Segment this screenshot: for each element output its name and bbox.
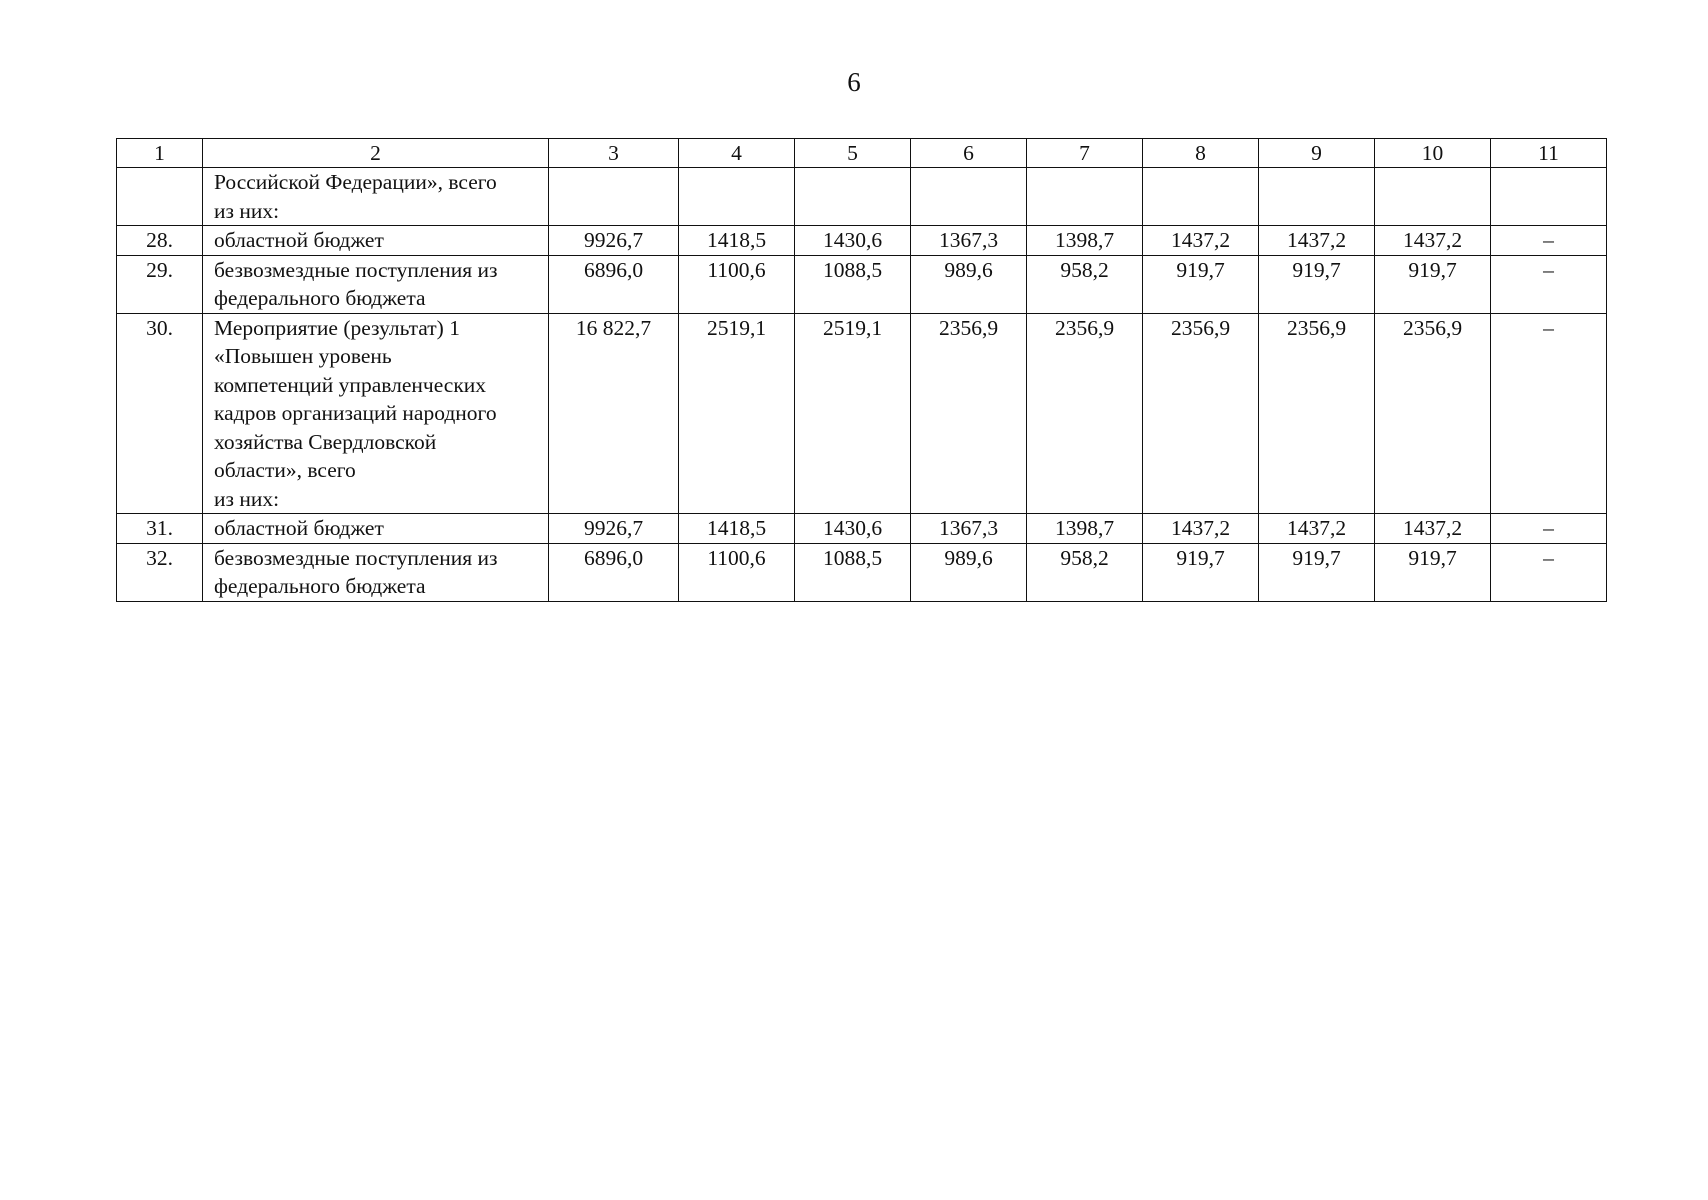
row-value: 1418,5: [679, 226, 795, 256]
row-value: 2356,9: [1375, 313, 1491, 514]
column-header: 3: [549, 139, 679, 168]
row-value: 2519,1: [795, 313, 911, 514]
row-value: [1027, 168, 1143, 226]
row-value: 919,7: [1375, 255, 1491, 313]
page-number: 6: [847, 67, 861, 97]
row-value: 1437,2: [1143, 226, 1259, 256]
row-number: 29.: [117, 255, 203, 313]
table-row: [117, 313, 1607, 514]
column-header: 11: [1491, 139, 1607, 168]
column-header: 4: [679, 139, 795, 168]
row-number: 28.: [117, 226, 203, 256]
row-value: 1437,2: [1259, 226, 1375, 256]
row-value: 1398,7: [1027, 514, 1143, 544]
row-name: безвозмездные поступления из федерального бюджета: [203, 543, 549, 601]
row-value: –: [1491, 543, 1607, 601]
row-number: 30.: [117, 313, 203, 514]
column-header: 1: [117, 139, 203, 168]
column-header: 6: [911, 139, 1027, 168]
row-value: 989,6: [911, 543, 1027, 601]
column-header: 2: [203, 139, 549, 168]
row-value: 1100,6: [679, 255, 795, 313]
row-value: 919,7: [1375, 543, 1491, 601]
row-name: областной бюджет: [203, 226, 549, 256]
table-row: [117, 514, 1607, 544]
column-header: 9: [1259, 139, 1375, 168]
row-value: 958,2: [1027, 543, 1143, 601]
row-value: 1367,3: [911, 226, 1027, 256]
row-value: 2356,9: [911, 313, 1027, 514]
row-value: 2356,9: [1027, 313, 1143, 514]
row-name: Мероприятие (результат) 1 «Повышен уровень компетенций управленческих кадров организаций народного хозяйства Свердловской области», всего из них:: [203, 313, 549, 514]
table-row: [117, 255, 1607, 313]
column-header: 8: [1143, 139, 1259, 168]
row-value: [1491, 168, 1607, 226]
column-header: 5: [795, 139, 911, 168]
row-value: 1437,2: [1259, 514, 1375, 544]
row-value: 1437,2: [1375, 226, 1491, 256]
row-value: 1430,6: [795, 226, 911, 256]
table-row: [117, 168, 1607, 226]
table-header-row: [117, 139, 1607, 168]
table-row: [117, 543, 1607, 601]
row-value: –: [1491, 255, 1607, 313]
row-value: [911, 168, 1027, 226]
column-header: 10: [1375, 139, 1491, 168]
row-value: 1437,2: [1143, 514, 1259, 544]
row-value: 2356,9: [1259, 313, 1375, 514]
row-value: 919,7: [1143, 543, 1259, 601]
row-number: [117, 168, 203, 226]
row-value: 6896,0: [549, 543, 679, 601]
row-value: 1437,2: [1375, 514, 1491, 544]
row-value: 919,7: [1143, 255, 1259, 313]
column-header: 7: [1027, 139, 1143, 168]
row-value: 1100,6: [679, 543, 795, 601]
row-name: областной бюджет: [203, 514, 549, 544]
row-value: [1259, 168, 1375, 226]
row-value: 1367,3: [911, 514, 1027, 544]
row-value: 958,2: [1027, 255, 1143, 313]
row-name: Российской Федерации», всего из них:: [203, 168, 549, 226]
row-number: 32.: [117, 543, 203, 601]
row-value: 1398,7: [1027, 226, 1143, 256]
row-value: 1088,5: [795, 543, 911, 601]
row-value: 9926,7: [549, 514, 679, 544]
row-value: [679, 168, 795, 226]
row-value: 1430,6: [795, 514, 911, 544]
row-value: 16 822,7: [549, 313, 679, 514]
row-value: 919,7: [1259, 543, 1375, 601]
row-value: –: [1491, 226, 1607, 256]
row-number: 31.: [117, 514, 203, 544]
table-row: [117, 226, 1607, 256]
row-value: 1418,5: [679, 514, 795, 544]
row-value: –: [1491, 514, 1607, 544]
budget-table: [116, 138, 1607, 602]
row-value: [549, 168, 679, 226]
row-value: 1088,5: [795, 255, 911, 313]
row-value: 919,7: [1259, 255, 1375, 313]
row-value: [1375, 168, 1491, 226]
row-value: 2356,9: [1143, 313, 1259, 514]
row-value: 9926,7: [549, 226, 679, 256]
row-value: 989,6: [911, 255, 1027, 313]
row-value: –: [1491, 313, 1607, 514]
row-name: безвозмездные поступления из федерального бюджета: [203, 255, 549, 313]
row-value: [1143, 168, 1259, 226]
row-value: 2519,1: [679, 313, 795, 514]
row-value: [795, 168, 911, 226]
row-value: 6896,0: [549, 255, 679, 313]
